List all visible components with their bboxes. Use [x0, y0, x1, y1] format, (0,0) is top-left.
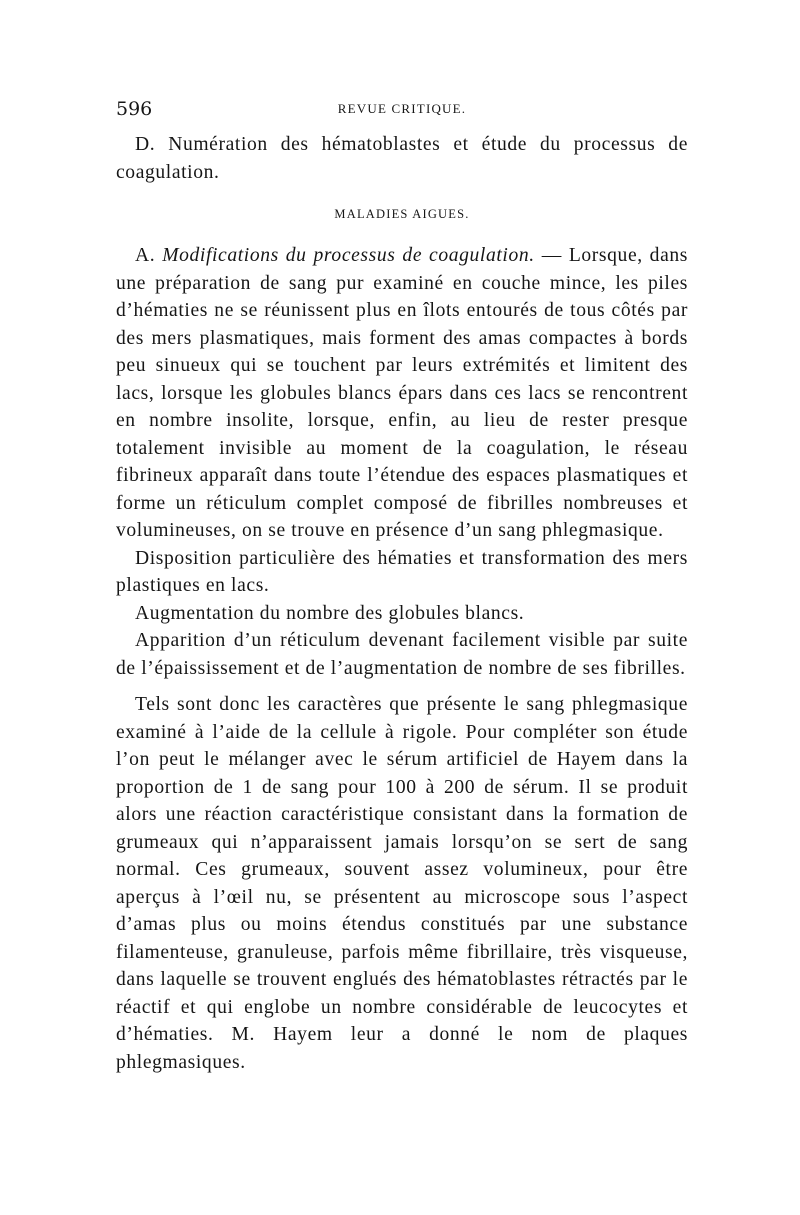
paragraph-a-title: Modifications du processus de coagulation. [162, 245, 535, 266]
summary-paragraph-2: Augmentation du nombre des globules blancs. [135, 602, 525, 624]
section-heading: MALADIES AIGUES. [334, 207, 470, 221]
journal-title: REVUE CRITIQUE. [337, 101, 467, 116]
paragraph-a-label: A. [135, 245, 163, 266]
summary-paragraph-1: Disposition particulière des hématies et transformation des mers plastiques en lacs. [116, 547, 688, 596]
paragraph-a [116, 242, 688, 545]
page-number: 596 [116, 98, 153, 120]
paragraph-a-text: — Lorsque, dans une préparation de sang pur examiné en couche mince, les piles d’hématies ne se réunissent plus en îlots entourés de tous côtés par des mers plasmatiques, mais forment des amas compactes à bords peu sinueux qui se touchent par leurs extrémités et limitent des lacs, lorsque les globules blancs épars dans ces lacs se rencontrent en nombre insolite, lorsque, enfin, au lieu de rester presque totalement invisible au moment de la coagulation, le réseau fibrineux apparaît dans toute l’étendue des espaces plasmatiques et forme un réticulum complet composé de fibrilles nombreuses et volumineuses, on se trouve en présence d’un sang phlegmasique. [116, 245, 688, 541]
summary-paragraph-3: Apparition d’un réticulum devenant facilement visible par suite de l’épaississement et de l’augmentation de nombre de ses fibrilles. [116, 630, 688, 679]
closing-paragraph: Tels sont donc les caractères que présente le sang phlegmasique examiné à l’aide de la cellule à rigole. Pour compléter son étude l’on peut le mélanger avec le sérum artificiel de Hayem dans la proportion de 1 de sang pour 100 à 200 de sérum. Il se produit alors une réaction caractéristique consistant dans la formation de grumeaux qui n’apparaissent jamais lorsqu’on se sert de sang normal. Ces grumeaux, souvent assez volumineux, pour être aperçus à l’œil nu, se présentent au microscope sous l’aspect d’amas plus ou moins étendus constitués par une substance filamenteuse, granuleuse, parfois même fibrillaire, très visqueuse, dans laquelle se trouvent englués des hématoblastes rétractés par le réactif et qui englobe un nombre considérable de leucocytes et d’hématies. M. Hayem leur a donné le nom de plaques phlegmasiques. [116, 694, 688, 1073]
body-text [116, 131, 688, 1076]
item-d-paragraph: D. Numération des hématoblastes et étude du processus de coagulation. [116, 134, 688, 183]
running-head [116, 98, 688, 120]
